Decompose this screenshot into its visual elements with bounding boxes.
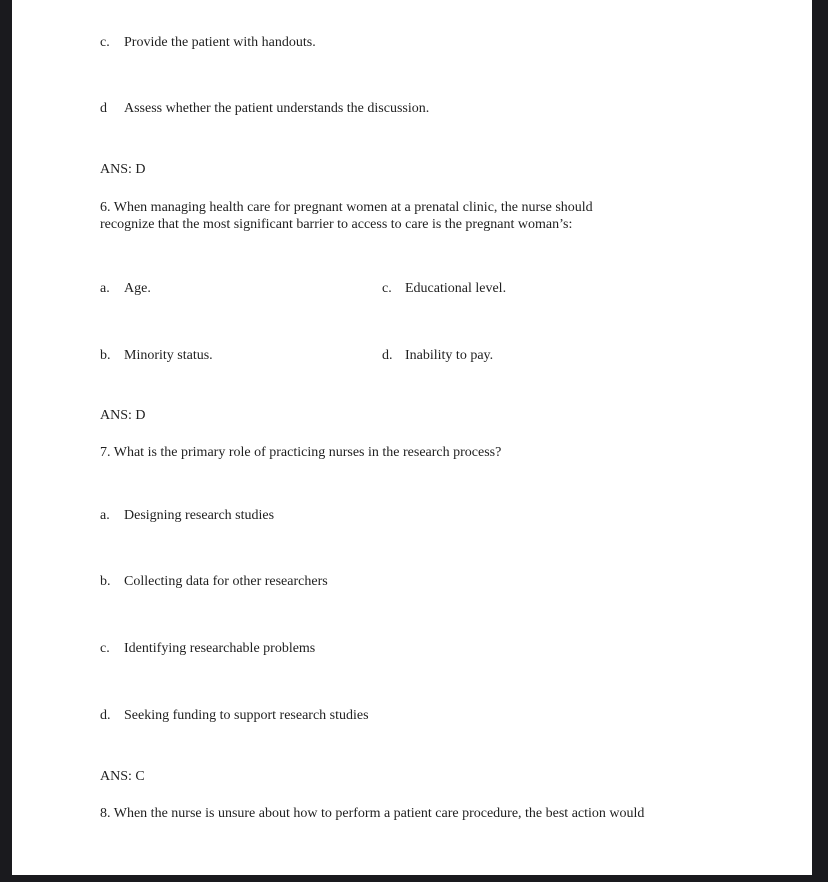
option-row-d <box>100 100 429 117</box>
option-letter: b. <box>100 348 111 363</box>
bottom-edge-bar <box>0 875 828 882</box>
question-6-stem-line-1: 6. When managing health care for pregnant women at a prenatal clinic, the nurse should <box>100 200 593 215</box>
option-row-a <box>100 280 151 297</box>
option-row-a <box>100 507 274 524</box>
question-6-stem-line-2: recognize that the most significant barrier to access to care is the pregnant woman’s: <box>100 217 573 232</box>
option-text: Collecting data for other researchers <box>124 574 328 589</box>
question-8-stem: 8. When the nurse is unsure about how to perform a patient care procedure, the best action would <box>100 806 645 821</box>
option-letter: c. <box>382 281 392 296</box>
option-text: Seeking funding to support research studies <box>124 708 369 723</box>
option-letter: d. <box>382 348 393 363</box>
option-letter: c. <box>100 35 110 50</box>
option-row-c <box>382 280 506 297</box>
option-text: Identifying researchable problems <box>124 641 316 656</box>
left-edge-bar <box>0 0 12 882</box>
option-text: Provide the patient with handouts. <box>124 35 316 50</box>
option-row-c <box>100 34 316 51</box>
answer-label: ANS: D <box>100 408 146 423</box>
option-letter: a. <box>100 508 110 523</box>
answer-label: ANS: C <box>100 769 145 784</box>
option-row-d <box>100 707 369 724</box>
option-row-b <box>100 347 213 364</box>
option-row-b <box>100 573 328 590</box>
right-edge-bar <box>812 0 828 882</box>
option-text: Minority status. <box>124 348 213 363</box>
option-row-c <box>100 640 315 657</box>
option-text: Assess whether the patient understands the discussion. <box>124 101 430 116</box>
option-letter: a. <box>100 281 110 296</box>
option-row-d <box>382 347 493 364</box>
answer-label: ANS: D <box>100 162 146 177</box>
option-text: Age. <box>124 281 151 296</box>
option-letter: b. <box>100 574 111 589</box>
option-letter: d <box>100 101 107 116</box>
option-text: Educational level. <box>405 281 507 296</box>
question-7-stem: 7. What is the primary role of practicing nurses in the research process? <box>100 445 502 460</box>
option-text: Inability to pay. <box>405 348 494 363</box>
option-text: Designing research studies <box>124 508 275 523</box>
option-letter: d. <box>100 708 111 723</box>
option-letter: c. <box>100 641 110 656</box>
